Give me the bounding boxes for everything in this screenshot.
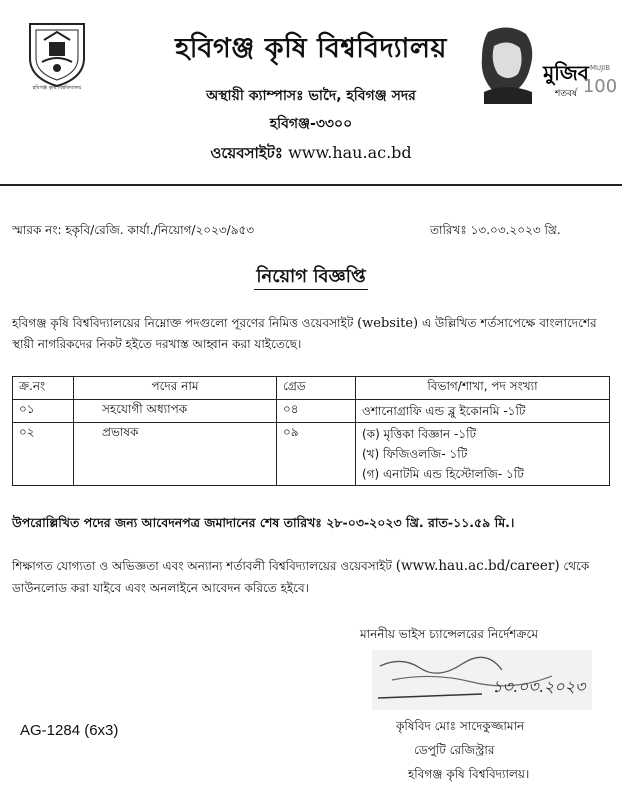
intro-part-2: এ উল্লিখিত শর্তসাপেক্ষে বাংলাদেশের স্থায়ী নাগরিকদের নিকট হইতে দরখাস্ত আহ্বান করা যাইতেছে। bbox=[12, 316, 597, 351]
address-line-1: অস্থায়ী ক্যাম্পাসঃ ভাদৈ, হবিগঞ্জ সদর bbox=[206, 88, 416, 104]
row-dept bbox=[356, 400, 610, 423]
row-serial: ০১ bbox=[13, 400, 74, 423]
emblem-text-bn: মুজিব bbox=[543, 61, 589, 85]
website-url[interactable]: www.hau.ac.bd bbox=[288, 143, 412, 162]
intro-english: (website) bbox=[357, 316, 419, 331]
header-divider bbox=[0, 184, 622, 186]
dept-line: (গ) এনাটমি এন্ড হিস্টোলজি- ১টি bbox=[362, 467, 524, 481]
notice-title bbox=[0, 262, 622, 293]
header-dept: বিভাগ/শাখা, পদ সংখ্যা bbox=[356, 377, 610, 400]
memo-number: স্মারক নং: হকৃবি/রেজি. কার্যা./নিয়োগ/২০২৩/৯৫৩ bbox=[12, 223, 255, 237]
handwritten-date: ১৩.০৩.২০২৩ bbox=[492, 677, 586, 696]
application-deadline: উপরোল্লিখিত পদের জন্য আবেদনপত্র জমাদানের শেষ তারিখঃ ২৮-০৩-২০২৩ খ্রি. রাত-১১.৫৯ মি.। bbox=[12, 515, 515, 530]
table-header-row bbox=[13, 377, 610, 400]
header-grade: গ্রেড bbox=[277, 377, 356, 400]
header-post: পদের নাম bbox=[74, 377, 277, 400]
career-url[interactable]: (www.hau.ac.bd/career) bbox=[395, 558, 560, 574]
dept-line: ওশানোগ্রাফি এন্ড ব্লু ইকোনমি -১টি bbox=[362, 404, 526, 418]
details-part-1: শিক্ষাগত যোগ্যতা ও অভিজ্ঞতা এবং অন্যান্য শর্তাবলী বিশ্ববিদ্যালয়ের ওয়েবসাইট bbox=[12, 559, 392, 573]
row-post: সহযোগী অধ্যাপক bbox=[74, 400, 277, 423]
signatory-designation: ডেপুটি রেজিস্ট্রার bbox=[414, 743, 495, 757]
dept-line: (খ) ফিজিওলজি- ১টি bbox=[362, 447, 468, 461]
emblem-text-num: 100 bbox=[582, 76, 618, 97]
details-part-2: থেকে ডাউনলোড করা যাইবে এবং অনলাইনে আবেদন করিতে হইবে। bbox=[12, 559, 590, 595]
signatory-institution: হবিগঞ্জ কৃষি বিশ্ববিদ্যালয়। bbox=[408, 767, 530, 781]
svg-text:হবিগঞ্জ কৃষি বিশ্ববিদ্যালয়: হবিগঞ্জ কৃষি বিশ্ববিদ্যালয় bbox=[32, 85, 82, 91]
table-row bbox=[13, 400, 610, 423]
posts-table bbox=[12, 376, 610, 486]
intro-paragraph bbox=[12, 313, 612, 354]
row-grade: ০৯ bbox=[277, 423, 356, 486]
order-line: মাননীয় ভাইস চ্যান্সেলরের নির্দেশক্রমে bbox=[360, 627, 539, 641]
row-grade: ০৪ bbox=[277, 400, 356, 423]
notice-date: তারিখঃ ১৩.০৩.২০২৩ খ্রি. bbox=[430, 223, 561, 237]
university-name: হবিগঞ্জ কৃষি বিশ্ববিদ্যালয় bbox=[175, 33, 447, 64]
website-label: ওয়েবসাইটঃ bbox=[210, 144, 283, 162]
row-serial: ০২ bbox=[13, 423, 74, 486]
ad-code: AG-1284 (6x3) bbox=[20, 722, 119, 739]
row-post: প্রভাষক bbox=[74, 423, 277, 486]
emblem-text-en: MUJIB bbox=[589, 64, 611, 72]
dept-line: (ক) মৃত্তিকা বিজ্ঞান -১টি bbox=[362, 427, 477, 441]
table-row bbox=[13, 423, 610, 486]
mujib-portrait-icon bbox=[470, 22, 618, 104]
signatory-name: কৃষিবিদ মোঃ সাদেকুজ্জামান bbox=[396, 719, 525, 733]
address-line-2: হবিগঞ্জ-৩৩০০ bbox=[269, 116, 353, 132]
details-paragraph bbox=[12, 555, 618, 599]
header-serial: ক্র.নং bbox=[13, 377, 74, 400]
row-dept bbox=[356, 423, 610, 486]
emblem-text-sub: শতবর্ষ bbox=[554, 89, 578, 99]
website-line bbox=[0, 142, 622, 167]
notice-title-text: নিয়োগ বিজ্ঞপ্তি bbox=[254, 266, 367, 290]
intro-part-1: হবিগঞ্জ কৃষি বিশ্ববিদ্যালয়ের নিম্নোক্ত পদগুলো পূরণের নিমিত্ত ওয়েবসাইট bbox=[12, 316, 354, 330]
signature-image bbox=[372, 650, 592, 710]
